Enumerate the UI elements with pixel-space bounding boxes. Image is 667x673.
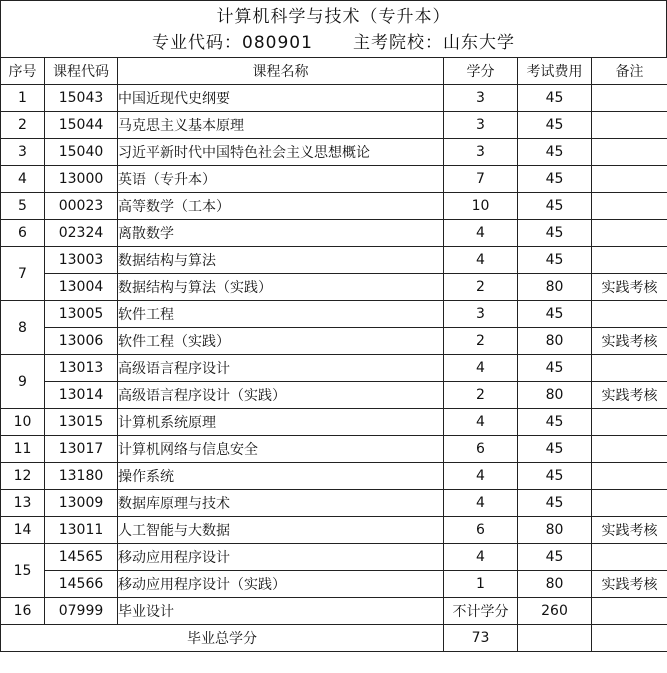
col-header-remark: 备注: [592, 58, 667, 85]
course-fee: 80: [518, 274, 592, 301]
program-meta: [1, 33, 666, 53]
row-number: 9: [1, 355, 45, 409]
course-credit: 2: [444, 382, 518, 409]
course-credit: 1: [444, 571, 518, 598]
course-fee: 45: [518, 220, 592, 247]
row-number: 6: [1, 220, 45, 247]
course-code: 02324: [45, 220, 118, 247]
course-name: 中国近现代史纲要: [118, 85, 444, 112]
course-code: 14565: [45, 544, 118, 571]
course-code: 15043: [45, 85, 118, 112]
course-name: 高级语言程序设计（实践）: [118, 382, 444, 409]
course-name: 软件工程（实践）: [118, 328, 444, 355]
course-credit: 10: [444, 193, 518, 220]
course-remark: [592, 166, 667, 193]
course-credit: 6: [444, 517, 518, 544]
col-header-fee: 考试费用: [518, 58, 592, 85]
course-fee: 45: [518, 112, 592, 139]
table-row: [1, 463, 667, 490]
course-fee: 260: [518, 598, 592, 625]
row-number: 15: [1, 544, 45, 598]
course-credit: 7: [444, 166, 518, 193]
row-number: 3: [1, 139, 45, 166]
table-row: [1, 247, 667, 274]
course-remark: [592, 409, 667, 436]
course-fee: 45: [518, 436, 592, 463]
course-remark: [592, 355, 667, 382]
course-fee: 45: [518, 463, 592, 490]
course-credit: 2: [444, 328, 518, 355]
col-header-name: 课程名称: [118, 58, 444, 85]
course-name: 马克思主义基本原理: [118, 112, 444, 139]
course-code: 13005: [45, 301, 118, 328]
course-name: 软件工程: [118, 301, 444, 328]
school-label: 主考院校：: [352, 33, 443, 53]
course-credit: 4: [444, 355, 518, 382]
table-row: [1, 193, 667, 220]
course-fee: 45: [518, 166, 592, 193]
title-block: [0, 0, 667, 57]
course-credit: 4: [444, 490, 518, 517]
course-fee: 80: [518, 517, 592, 544]
course-name: 高等数学（工本）: [118, 193, 444, 220]
course-name: 计算机系统原理: [118, 409, 444, 436]
course-credit: 3: [444, 301, 518, 328]
total-credits-label: 毕业总学分: [1, 625, 444, 652]
table-row: [1, 382, 667, 409]
course-fee: 80: [518, 382, 592, 409]
table-row: [1, 301, 667, 328]
course-remark: [592, 85, 667, 112]
total-credits-value: 73: [444, 625, 518, 652]
course-name: 操作系统: [118, 463, 444, 490]
course-code: 13006: [45, 328, 118, 355]
course-credit: 2: [444, 274, 518, 301]
row-number: 12: [1, 463, 45, 490]
course-remark: [592, 490, 667, 517]
course-remark: [592, 463, 667, 490]
course-name: 移动应用程序设计: [118, 544, 444, 571]
row-number: 7: [1, 247, 45, 301]
course-table: [0, 57, 667, 652]
course-remark: [592, 112, 667, 139]
course-credit: 不计学分: [444, 598, 518, 625]
course-remark: [592, 598, 667, 625]
course-name: 数据结构与算法（实践）: [118, 274, 444, 301]
table-row: [1, 517, 667, 544]
row-number: 2: [1, 112, 45, 139]
course-remark: [592, 220, 667, 247]
course-name: 移动应用程序设计（实践）: [118, 571, 444, 598]
course-code: 14566: [45, 571, 118, 598]
course-credit: 3: [444, 112, 518, 139]
course-remark: 实践考核: [592, 328, 667, 355]
course-remark: 实践考核: [592, 382, 667, 409]
col-header-code: 课程代码: [45, 58, 118, 85]
course-fee: 45: [518, 247, 592, 274]
table-row: [1, 409, 667, 436]
course-remark: [592, 544, 667, 571]
course-credit: 3: [444, 85, 518, 112]
row-number: 8: [1, 301, 45, 355]
course-remark: [592, 247, 667, 274]
major-code: 080901: [242, 33, 313, 53]
course-code: 07999: [45, 598, 118, 625]
course-remark: [592, 139, 667, 166]
col-header-no: 序号: [1, 58, 45, 85]
course-remark: [592, 301, 667, 328]
course-code: 15040: [45, 139, 118, 166]
total-row: [1, 625, 667, 652]
program-title: 计算机科学与技术（专升本）: [216, 7, 451, 27]
table-row: [1, 544, 667, 571]
course-code: 13000: [45, 166, 118, 193]
course-fee: 45: [518, 544, 592, 571]
row-number: 11: [1, 436, 45, 463]
course-name: 数据结构与算法: [118, 247, 444, 274]
course-remark: 实践考核: [592, 274, 667, 301]
course-name: 数据库原理与技术: [118, 490, 444, 517]
course-fee: 80: [518, 571, 592, 598]
row-number: 1: [1, 85, 45, 112]
row-number: 10: [1, 409, 45, 436]
course-fee: 45: [518, 490, 592, 517]
row-number: 13: [1, 490, 45, 517]
course-fee: 80: [518, 328, 592, 355]
course-code: 13004: [45, 274, 118, 301]
row-number: 16: [1, 598, 45, 625]
school-name: 山东大学: [442, 33, 515, 53]
course-code: 00023: [45, 193, 118, 220]
course-name: 人工智能与大数据: [118, 517, 444, 544]
course-code: 13180: [45, 463, 118, 490]
table-row: [1, 166, 667, 193]
course-code: 13011: [45, 517, 118, 544]
row-number: 14: [1, 517, 45, 544]
course-credit: 4: [444, 544, 518, 571]
header-row: [1, 58, 667, 85]
course-fee: 45: [518, 355, 592, 382]
table-row: [1, 355, 667, 382]
course-name: 英语（专升本）: [118, 166, 444, 193]
course-code: 13009: [45, 490, 118, 517]
course-code: 13014: [45, 382, 118, 409]
course-name: 习近平新时代中国特色社会主义思想概论: [118, 139, 444, 166]
course-remark: [592, 436, 667, 463]
course-remark: 实践考核: [592, 517, 667, 544]
total-remark-empty: [592, 625, 667, 652]
course-fee: 45: [518, 409, 592, 436]
course-credit: 6: [444, 436, 518, 463]
table-row: [1, 274, 667, 301]
course-fee: 45: [518, 301, 592, 328]
course-name: 离散数学: [118, 220, 444, 247]
course-fee: 45: [518, 85, 592, 112]
course-code: 13015: [45, 409, 118, 436]
course-name: 高级语言程序设计: [118, 355, 444, 382]
row-number: 5: [1, 193, 45, 220]
col-header-credit: 学分: [444, 58, 518, 85]
table-row: [1, 490, 667, 517]
table-row: [1, 598, 667, 625]
course-credit: 3: [444, 139, 518, 166]
table-row: [1, 85, 667, 112]
course-code: 13003: [45, 247, 118, 274]
table-row: [1, 139, 667, 166]
row-number: 4: [1, 166, 45, 193]
course-fee: 45: [518, 139, 592, 166]
course-credit: 4: [444, 247, 518, 274]
table-row: [1, 112, 667, 139]
table-row: [1, 436, 667, 463]
course-credit: 4: [444, 409, 518, 436]
course-code: 15044: [45, 112, 118, 139]
major-code-label: 专业代码：: [152, 33, 243, 53]
course-name: 计算机网络与信息安全: [118, 436, 444, 463]
course-code: 13017: [45, 436, 118, 463]
course-fee: 45: [518, 193, 592, 220]
course-code: 13013: [45, 355, 118, 382]
total-fee-empty: [518, 625, 592, 652]
course-remark: [592, 193, 667, 220]
course-name: 毕业设计: [118, 598, 444, 625]
table-row: [1, 220, 667, 247]
course-credit: 4: [444, 220, 518, 247]
table-row: [1, 571, 667, 598]
course-credit: 4: [444, 463, 518, 490]
table-row: [1, 328, 667, 355]
course-remark: 实践考核: [592, 571, 667, 598]
